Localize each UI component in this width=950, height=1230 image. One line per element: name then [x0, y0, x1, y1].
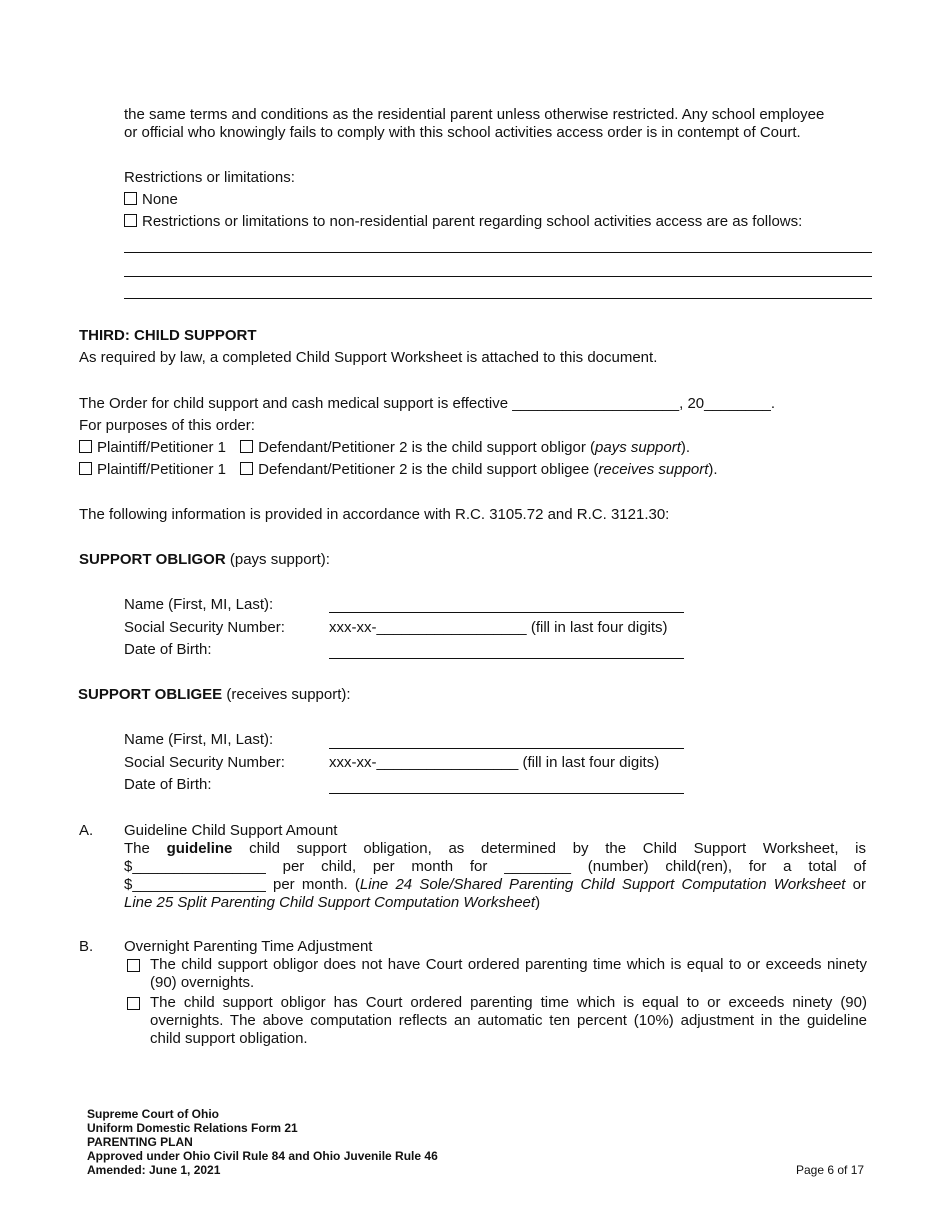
- footer-title: PARENTING PLAN: [87, 1135, 193, 1149]
- defendant-obligor-checkbox[interactable]: [240, 440, 253, 453]
- section-a-l3-pre: $________________ per month. (: [124, 876, 360, 893]
- restrictions-line-1[interactable]: [124, 252, 872, 253]
- close-paren: ).: [680, 439, 691, 456]
- page-number: Page 6 of 17: [796, 1163, 865, 1177]
- section-a-l4-post: ): [535, 894, 541, 911]
- obligee-dob-field[interactable]: [329, 793, 684, 794]
- rc-statute-text: The following information is provided in accordance with R.C. 3105.72 and R.C. 3121.30:: [79, 506, 670, 523]
- obligor-heading-bold: SUPPORT OBLIGOR: [79, 551, 226, 568]
- obligor-name-field[interactable]: [329, 612, 684, 613]
- close-paren: ).: [708, 461, 718, 478]
- section-b-opt2-text: The child support obligor has Court ordered parenting time which is equal to or exceeds ninety (90) overnights. The above computation reflects an automatic ten percent (10%) adjustment in the guideline child support obligation.: [150, 994, 867, 1047]
- obligee-name-label: Name (First, MI, Last):: [124, 731, 274, 748]
- footer-amended: Amended: June 1, 2021: [87, 1163, 221, 1177]
- restrictions-none-row: [124, 191, 178, 209]
- obligee-heading-suffix: (receives support):: [222, 686, 351, 703]
- obligor-name-label: Name (First, MI, Last):: [124, 596, 274, 613]
- defendant-obligee-label: Defendant/Petitioner 2 is the child support obligee (: [258, 461, 599, 478]
- purposes-text: For purposes of this order:: [79, 417, 255, 434]
- obligor-ssn-field[interactable]: xxx-xx-__________________ (fill in last four digits): [329, 619, 668, 636]
- section-b-title: Overnight Parenting Time Adjustment: [124, 938, 373, 955]
- obligee-name-field[interactable]: [329, 748, 684, 749]
- section-a-l1-pre: The: [124, 840, 150, 857]
- obligee-ssn-field[interactable]: xxx-xx-_________________ (fill in last four digits): [329, 754, 660, 771]
- section-a-l3-italic: Line 24 Sole/Shared Parenting Child Support Computation Worksheet: [359, 876, 846, 893]
- obligee-heading: [78, 686, 351, 704]
- section-b-opt2-checkbox[interactable]: [127, 997, 140, 1010]
- restrictions-none-checkbox[interactable]: [124, 192, 137, 205]
- obligee-heading-bold: SUPPORT OBLIGEE: [78, 686, 223, 703]
- effective-date-text[interactable]: The Order for child support and cash medical support is effective ____________________, 20________.: [79, 395, 776, 412]
- section-a-l3-post: or: [845, 876, 866, 893]
- section-b-letter: B.: [79, 938, 94, 955]
- section-a-line-1: [124, 840, 866, 858]
- plaintiff-label: Plaintiff/Petitioner 1: [97, 461, 226, 478]
- intro-line-2: or official who knowingly fails to comply with this school activities access order is in contempt of Court.: [124, 124, 801, 141]
- footer-form: Uniform Domestic Relations Form 21: [87, 1121, 298, 1135]
- plaintiff-obligee-checkbox[interactable]: [79, 462, 92, 475]
- section-b-opt1-text: The child support obligor does not have Court ordered parenting time which is equal to or exceeds ninety (90) overnights.: [150, 956, 867, 991]
- section-a-line-4: [124, 894, 540, 912]
- intro-line-1: the same terms and conditions as the residential parent unless otherwise restricted. Any school employee: [124, 106, 825, 123]
- restrictions-option2-label: Restrictions or limitations to non-residential parent regarding school activities access are as follows:: [142, 213, 803, 230]
- section-a-line-2[interactable]: $________________ per child, per month for ________ (number) child(ren), for a total of: [124, 858, 866, 875]
- child-support-heading: THIRD: CHILD SUPPORT: [79, 327, 257, 344]
- plaintiff-label: Plaintiff/Petitioner 1: [97, 439, 226, 456]
- restrictions-none-label: None: [142, 191, 178, 208]
- section-a-l1-post: child support obligation, as determined by the Child Support Worksheet, is: [249, 840, 867, 857]
- plaintiff-obligor-checkbox[interactable]: [79, 440, 92, 453]
- restrictions-option2-checkbox[interactable]: [124, 214, 137, 227]
- obligor-dob-field[interactable]: [329, 658, 684, 659]
- obligor-ssn-label: Social Security Number:: [124, 619, 285, 636]
- footer-approved: Approved under Ohio Civil Rule 84 and Ohio Juvenile Rule 46: [87, 1149, 438, 1163]
- guideline-bold: guideline: [166, 840, 233, 857]
- restrictions-option2-row: [124, 213, 802, 231]
- defendant-obligor-label: Defendant/Petitioner 2 is the child support obligor (: [258, 439, 596, 456]
- obligor-selection-row: [79, 439, 690, 457]
- section-b-opt1-checkbox[interactable]: [127, 959, 140, 972]
- obligor-heading: [79, 551, 330, 569]
- section-a-l4-italic: Line 25 Split Parenting Child Support Computation Worksheet: [124, 894, 536, 911]
- obligee-selection-row: [79, 461, 718, 479]
- receives-support-text: receives support: [598, 461, 709, 478]
- restrictions-line-3[interactable]: [124, 298, 872, 299]
- section-a-letter: A.: [79, 822, 94, 839]
- restrictions-line-2[interactable]: [124, 276, 872, 277]
- defendant-obligee-checkbox[interactable]: [240, 462, 253, 475]
- section-a-line-3[interactable]: [124, 876, 866, 894]
- pays-support-text: pays support: [595, 439, 681, 456]
- footer-court: Supreme Court of Ohio: [87, 1107, 219, 1121]
- worksheet-text: As required by law, a completed Child Support Worksheet is attached to this document.: [79, 349, 658, 366]
- obligee-dob-label: Date of Birth:: [124, 776, 212, 793]
- section-a-title: Guideline Child Support Amount: [124, 822, 338, 839]
- obligor-heading-suffix: (pays support):: [225, 551, 330, 568]
- obligor-dob-label: Date of Birth:: [124, 641, 212, 658]
- obligee-ssn-label: Social Security Number:: [124, 754, 285, 771]
- restrictions-label: Restrictions or limitations:: [124, 169, 295, 186]
